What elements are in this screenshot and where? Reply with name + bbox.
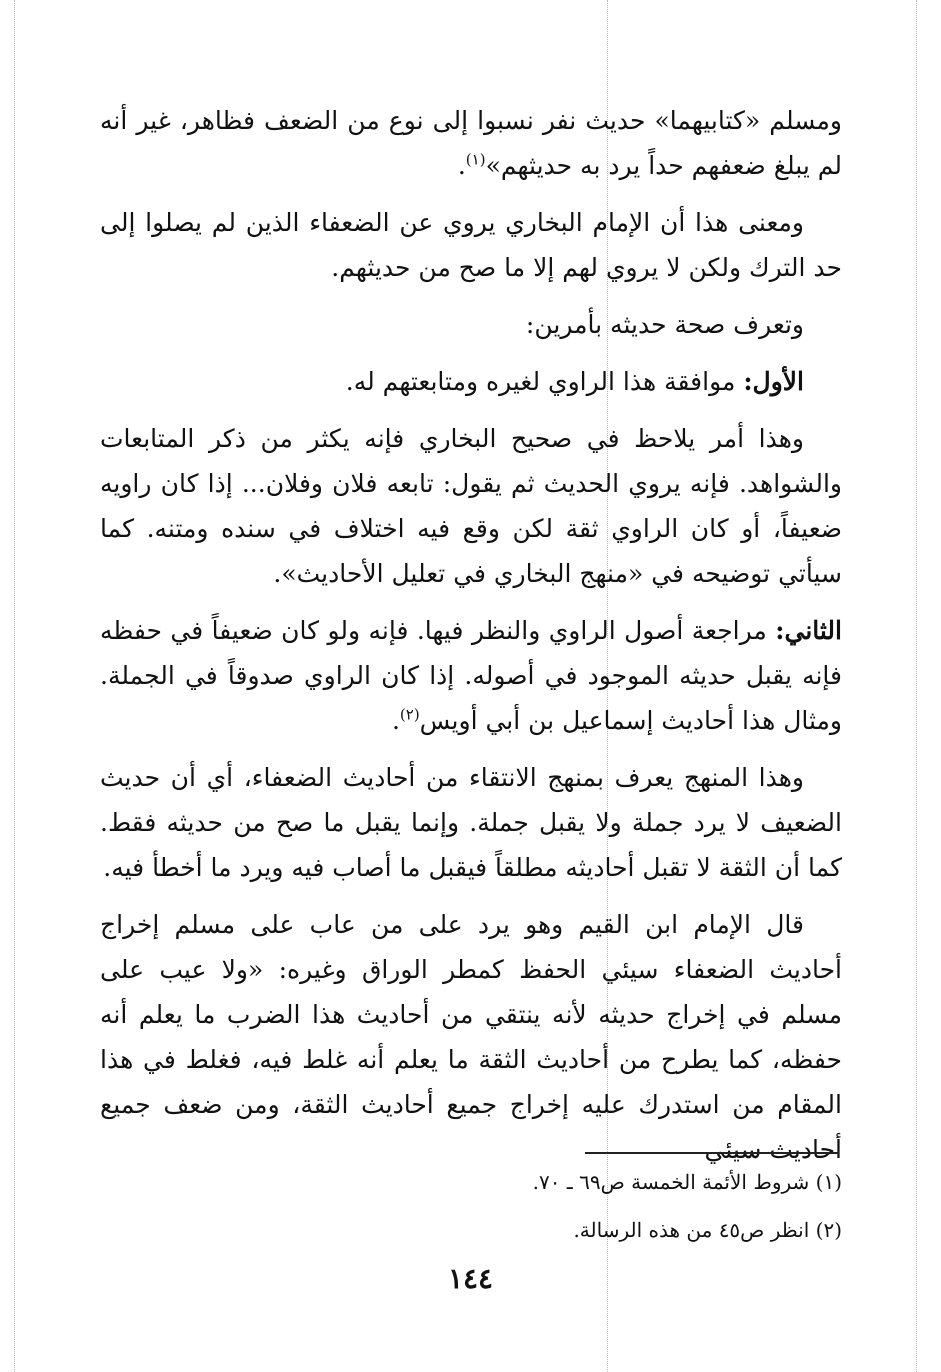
paragraph	[100, 755, 842, 890]
scan-margin-line	[14, 0, 15, 1372]
paragraph-text: قال الإمام ابن القيم وهو يرد على من عاب على مسلم إخراج أحاديث الضعفاء سيئي الحفظ كمطر الوراق وغيره: «ولا عيب على مسلم في إخراج حديثه لأنه ينتقي من أحاديث هذا الضرب ما يعلم أنه حفظه، كما يطرح من أحاديث الثقة ما يعلم أنه غلط فيه، فغلط في هذا المقام من استدرك عليه إخراج جميع أحاديث الثقة، ومن ضعف جميع أحاديث سيئي	[100, 910, 842, 1164]
footnote: (١) شروط الأئمة الخمسة ص٦٩ ـ ٧٠.	[532, 1170, 842, 1194]
footnote: (٢) انظر ص٤٥ من هذه الرسالة.	[573, 1218, 842, 1242]
paragraph-text: مراجعة أصول الراوي والنظر فيها. فإنه ولو كان ضعيفاً في حفظه فإنه يقبل حديثه الموجود في أصوله. إذا كان الراوي صدوقاً في الجملة. ومثال هذا أحاديث إسماعيل بن أبي أويس	[100, 616, 842, 735]
footnote-separator	[585, 1152, 839, 1154]
paragraph-text: وهذا أمر يلاحظ في صحيح البخاري فإنه يكثر من ذكر المتابعات والشواهد. فإنه يروي الحديث ثم يقول: تابعه فلان وفلان... إذا كان راويه ضعيفاً، أو كان الراوي ثقة لكن وقع فيه اختلاف في سنده ومتنه. كما سيأتي توضيحه في «منهج البخاري في تعليل الأحاديث».	[100, 424, 842, 588]
paragraph	[100, 902, 842, 1172]
footnote-ref: (٢)	[399, 705, 420, 724]
paragraph	[100, 200, 842, 290]
paragraph-text: ومسلم «كتابيهما» حديث نفر نسبوا إلى نوع من الضعف فظاهر، غير أنه لم يبلغ ضعفهم حداً يرد به حديثهم»	[100, 106, 842, 180]
paragraph-text: وهذا المنهج يعرف بمنهج الانتقاء من أحاديث الضعفاء، أي أن حديث الضعيف لا يرد جملة ولا يقبل جملة. وإنما يقبل ما صح من حديثه فقط. كما أن الثقة لا تقبل أحاديثه مطلقاً فيقبل ما أصاب فيه ويرد ما أخطأ فيه.	[100, 763, 842, 882]
paragraph-tail: .	[457, 151, 466, 180]
paragraph-text: ومعنى هذا أن الإمام البخاري يروي عن الضعفاء الذين لم يصلوا إلى حد الترك ولكن لا يروي لهم إلا ما صح من حديثهم.	[100, 208, 842, 282]
paragraph-tail: .	[391, 706, 400, 735]
scan-margin-line	[916, 0, 917, 1372]
footnote-ref: (١)	[465, 150, 486, 169]
footnotes	[100, 1162, 842, 1258]
paragraph	[100, 98, 842, 188]
paragraph	[100, 359, 842, 404]
paragraph-lead: الأول:	[743, 367, 804, 396]
paragraph-text: موافقة هذا الراوي لغيره ومتابعتهم له.	[345, 367, 744, 396]
body-text	[100, 98, 842, 1184]
paragraph	[100, 416, 842, 596]
paragraph	[100, 608, 842, 743]
paragraph	[100, 302, 842, 347]
paragraph-lead: الثاني:	[775, 616, 842, 645]
page-number: ١٤٤	[447, 1262, 494, 1295]
paragraph-text: وتعرف صحة حديثه بأمرين:	[525, 310, 804, 339]
